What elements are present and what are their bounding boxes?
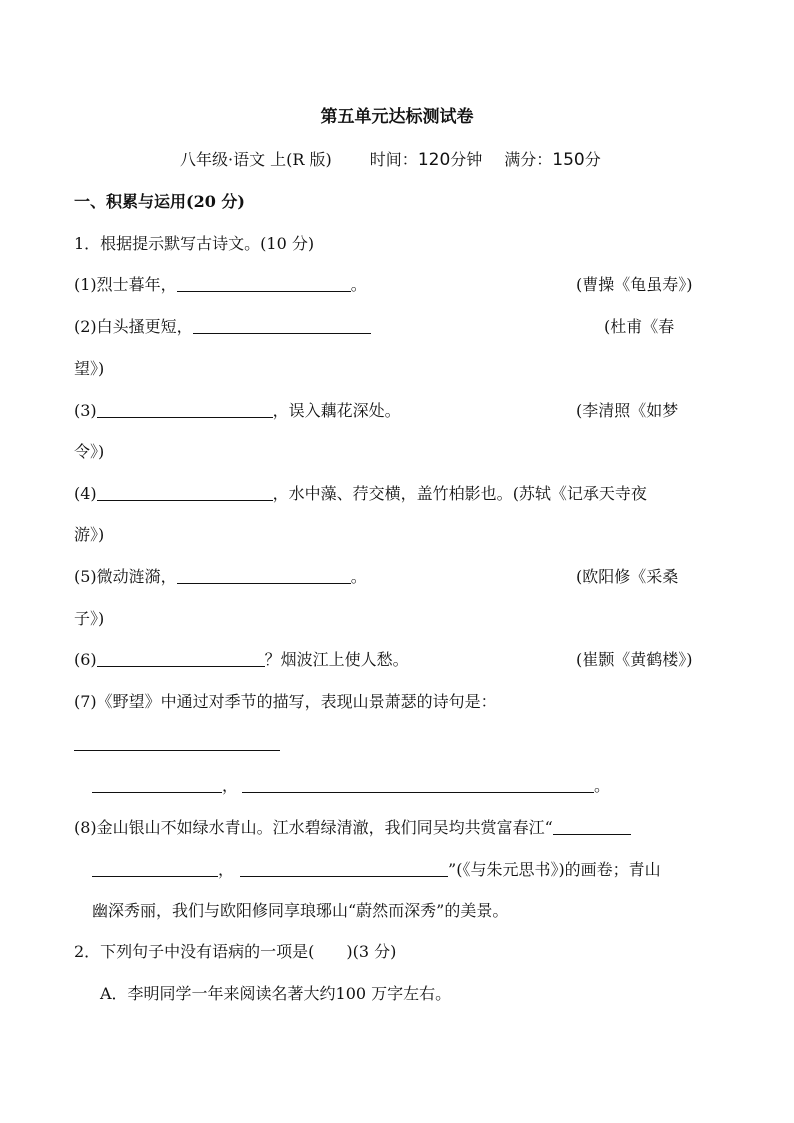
score-label: 满分： [504, 150, 553, 169]
punctuation: ， [222, 776, 239, 795]
item-number: (3) [74, 401, 97, 420]
answer-blank[interactable] [97, 484, 273, 501]
item-text: 微动涟漪， [96, 567, 177, 586]
punctuation: ， [218, 860, 235, 879]
answer-blank[interactable] [97, 401, 273, 418]
item-source: (欧阳修《采桑 [576, 567, 679, 586]
item-number: (6) [74, 650, 97, 669]
item-2 [74, 316, 371, 338]
item-7-blank-line-2 [92, 775, 610, 797]
exam-title: 第五单元达标测试卷 [320, 107, 474, 127]
item-source: (苏轼《记承天寺夜 [512, 484, 647, 503]
answer-blank[interactable] [92, 860, 218, 877]
item-source-continued: 子》) [74, 609, 105, 628]
exam-info-line [180, 149, 601, 171]
punctuation: 。 [594, 776, 611, 795]
item-6 [74, 649, 409, 671]
item-source: (李清照《如梦 [576, 401, 679, 420]
answer-blank[interactable] [177, 567, 351, 584]
item-text: ？烟波江上使人愁。 [264, 650, 409, 669]
item-text: (8)金山银山不如绿水青山。江水碧绿清澈，我们同吴均共赏富春江“ [74, 818, 553, 837]
item-text: 。 [350, 275, 367, 294]
item-text: ，水中藻、荇交横，盖竹柏影也。 [272, 484, 513, 503]
item-number: (4) [74, 484, 97, 503]
item-8-line-1 [74, 817, 631, 839]
item-7: (7)《野望》中通过对季节的描写，表现山景萧瑟的诗句是： [74, 692, 497, 711]
item-text: 。 [350, 567, 367, 586]
answer-blank[interactable] [92, 776, 222, 793]
grade-subject: 八年级·语文 上(R 版) [180, 150, 332, 169]
question-2-stem: 2．下列句子中没有语病的一项是( )(3 分) [74, 942, 397, 961]
time-label: 时间： [369, 150, 418, 169]
item-number: (2) [74, 317, 97, 336]
item-source-continued: 游》) [74, 525, 105, 544]
item-1 [74, 274, 367, 296]
item-source: (杜甫《春 [604, 317, 675, 336]
answer-blank[interactable] [240, 860, 448, 877]
item-text: ”(《与朱元思书》)的画卷；青山 [448, 860, 661, 879]
answer-blank[interactable] [97, 650, 265, 667]
item-source: (崔颢《黄鹤楼》) [576, 650, 693, 669]
answer-blank[interactable] [177, 275, 351, 292]
item-source: (曹操《龟虽寿》) [576, 275, 693, 294]
option-a: A．李明同学一年来阅读名著大约100 万字左右。 [100, 984, 452, 1003]
answer-blank[interactable] [242, 776, 594, 793]
item-source-continued: 令》) [74, 442, 105, 461]
answer-blank[interactable] [74, 734, 280, 751]
item-7-blank-line-1 [74, 733, 280, 755]
item-text: ，误入藕花深处。 [272, 401, 401, 420]
item-4 [74, 483, 647, 505]
answer-blank[interactable] [553, 818, 631, 835]
item-source-continued: 望》) [74, 359, 105, 378]
item-number: (5) [74, 567, 97, 586]
score-value: 150 [552, 150, 585, 170]
item-text: 白头搔更短， [96, 317, 193, 336]
item-text: 烈士暮年， [96, 275, 177, 294]
score-unit: 分 [584, 150, 601, 169]
question-1-stem: 1．根据提示默写古诗文。(10 分) [74, 234, 315, 253]
item-3 [74, 400, 401, 422]
item-5 [74, 566, 367, 588]
item-8-line-3: 幽深秀丽，我们与欧阳修同享琅琊山“蔚然而深秀”的美景。 [92, 901, 509, 920]
answer-blank[interactable] [193, 317, 371, 334]
time-unit: 分钟 [450, 150, 483, 169]
item-8-line-2 [92, 859, 661, 881]
time-value: 120 [417, 150, 451, 170]
section-heading: 一、积累与运用(20 分) [74, 192, 245, 211]
item-number: (1) [74, 275, 97, 294]
